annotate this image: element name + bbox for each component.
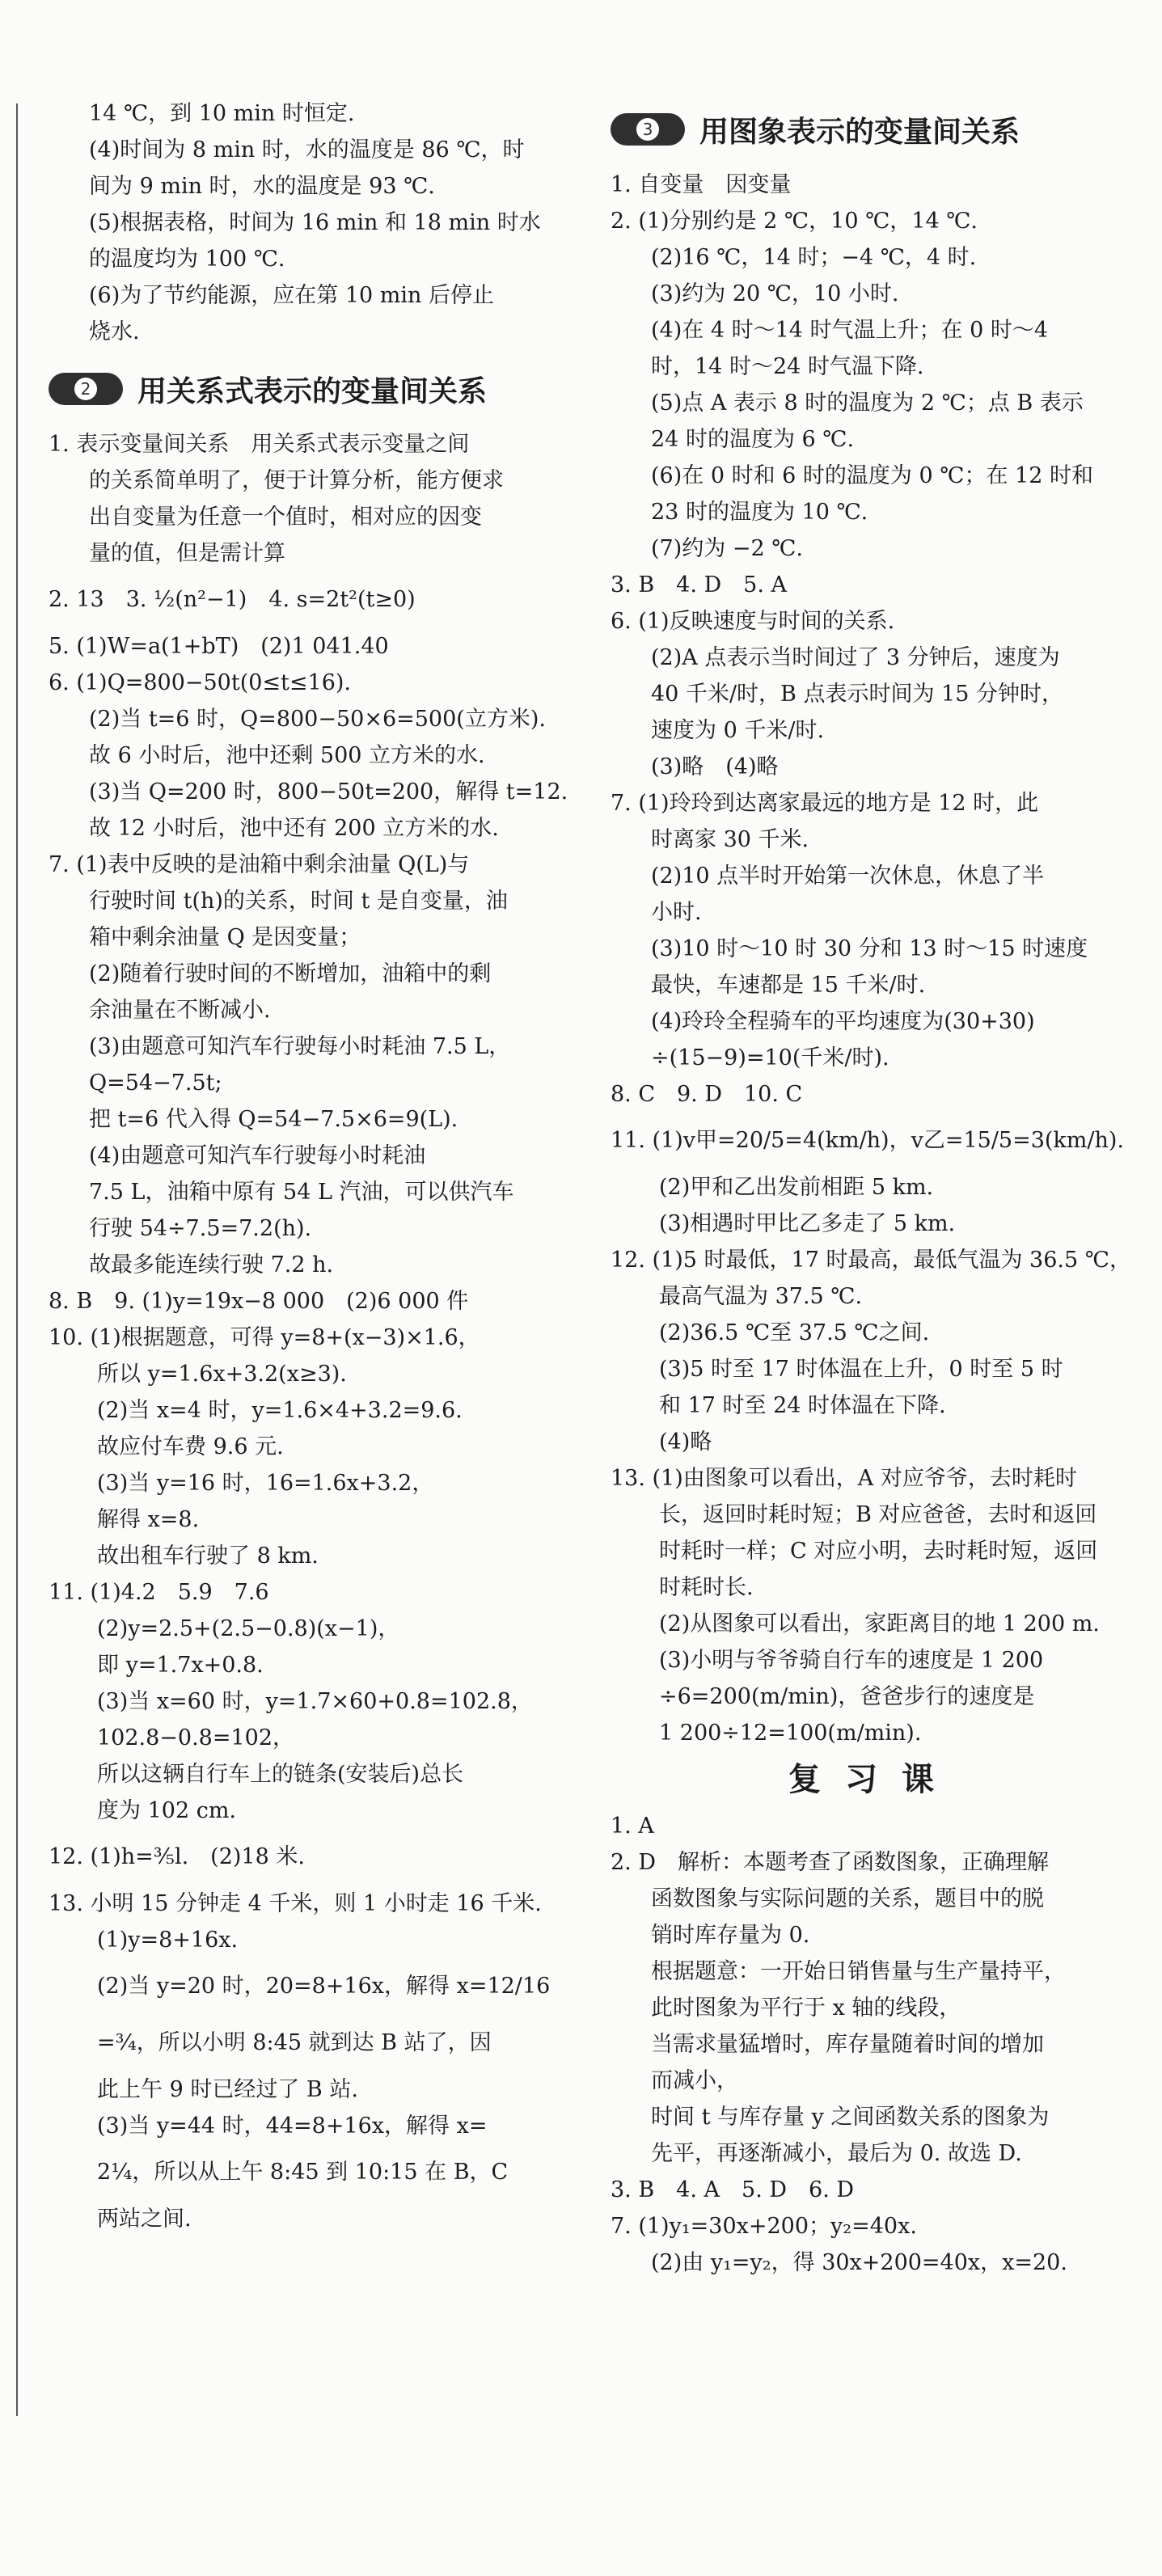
section-badge <box>49 373 123 405</box>
text-line: 销时库存量为 0. <box>651 1923 810 1948</box>
text-line: 根据题意：一开始日销售量与生产量持平， <box>651 1959 1066 1984</box>
text-line: 当需求量猛增时，库存量随着时间的增加 <box>651 2032 1044 2057</box>
text-line: 2. 13 3. ½(n²−1) 4. s=2t²(t≥0) <box>49 587 416 612</box>
text-line: (5)根据表格，时间为 16 min 和 18 min 时水 <box>89 210 541 235</box>
text-line: 3. B 4. A 5. D 6. D <box>611 2177 855 2202</box>
text-line: ÷6=200(m/min)，爸爸步行的速度是 <box>659 1684 1035 1709</box>
text-line: 最快，车速都是 15 千米/时. <box>651 973 926 998</box>
text-line: 3. B 4. D 5. A <box>611 572 788 598</box>
review-title: 复习课 <box>788 1761 958 1798</box>
text-line: (2)A 点表示当时间过了 3 分钟后，速度为 <box>651 645 1060 670</box>
margin-rule <box>16 103 18 2416</box>
text-line: (2)16 ℃，14 时；−4 ℃，4 时. <box>651 245 977 270</box>
text-line: (3)当 y=16 时，16=1.6x+3.2， <box>97 1471 434 1496</box>
text-line: (3)相遇时甲比乙多走了 5 km. <box>659 1211 956 1236</box>
text-line: 故出租车行驶了 8 km. <box>97 1543 319 1569</box>
text-line: 和 17 时至 24 时体温在下降. <box>659 1393 946 1418</box>
text-line: (2)甲和乙出发前相距 5 km. <box>659 1175 934 1200</box>
text-line: (3)由题意可知汽车行驶每小时耗油 7.5 L， <box>89 1034 511 1059</box>
text-line: 此上午 9 时已经过了 B 站. <box>97 2077 358 2102</box>
text-line: 故应付车费 9.6 元. <box>97 1434 284 1459</box>
text-line: 故 12 小时后，池中还有 200 立方米的水. <box>89 816 499 841</box>
text-line: (4)由题意可知汽车行驶每小时耗油 <box>89 1143 426 1168</box>
text-line: (2)当 y=20 时，20=8+16x，解得 x=12/16 <box>97 1974 551 1999</box>
text-line: 最高气温为 37.5 ℃. <box>659 1284 863 1309</box>
text-line: 余油量在不断减小. <box>89 998 271 1023</box>
text-line: (3)小明与爷爷骑自行车的速度是 1 200 <box>659 1648 1044 1673</box>
text-line: 即 y=1.7x+0.8. <box>97 1653 264 1678</box>
text-line: 12. (1)h=⅗l. (2)18 米. <box>49 1844 305 1869</box>
text-line: 8. C 9. D 10. C <box>611 1082 803 1107</box>
text-line: 13. (1)由图象可以看出，A 对应爷爷，去时耗时 <box>611 1466 1077 1491</box>
section-badge <box>611 113 685 146</box>
text-line: 所以 y=1.6x+3.2(x≥3). <box>97 1362 347 1387</box>
section-heading-2 <box>49 355 566 423</box>
text-line: 度为 102 cm. <box>97 1798 237 1823</box>
text-line: 的关系简单明了，便于计算分析，能方便求 <box>89 468 504 493</box>
right-column <box>611 95 1136 2281</box>
text-line: 11. (1)4.2 5.9 7.6 <box>49 1580 269 1605</box>
text-line: 时耗时一样；C 对应小明，去时耗时短，返回 <box>659 1539 1098 1564</box>
text-line: 行驶时间 t(h)的关系，时间 t 是自变量，油 <box>89 889 508 914</box>
text-line: (4)略 <box>659 1429 712 1455</box>
text-line: (7)约为 −2 ℃. <box>651 536 803 561</box>
text-line: 的温度均为 100 ℃. <box>89 247 285 272</box>
text-line: (6)在 0 时和 6 时的温度为 0 ℃；在 12 时和 <box>651 463 1093 488</box>
text-line: 时离家 30 千米. <box>651 827 809 852</box>
text-line: 解得 x=8. <box>97 1507 200 1532</box>
text-line: 40 千米/时，B 点表示时间为 15 分钟时， <box>651 682 1063 707</box>
text-line: 13. 小明 15 分钟走 4 千米，则 1 小时走 16 千米. <box>49 1891 542 1916</box>
text-line: 速度为 0 千米/时. <box>651 718 825 743</box>
text-line: (2)随着行驶时间的不断增加，油箱中的剩 <box>89 961 492 986</box>
text-line: 函数图象与实际问题的关系，题目中的脱 <box>651 1886 1044 1911</box>
text-line: 6. (1)Q=800−50t(0≤t≤16). <box>49 670 351 695</box>
text-line: (3)约为 20 ℃，10 小时. <box>651 281 899 306</box>
text-line: (4)玲玲全程骑车的平均速度为(30+30) <box>651 1009 1035 1034</box>
section-title: 用关系式表示的变量间关系 <box>137 374 488 408</box>
text-line: 行驶 54÷7.5=7.2(h). <box>89 1216 312 1241</box>
section-title: 用图象表示的变量间关系 <box>699 115 1020 149</box>
text-line: 7.5 L，油箱中原有 54 L 汽油，可以供汽车 <box>89 1180 514 1205</box>
text-line: 小时. <box>651 900 702 925</box>
text-line: (3)当 Q=200 时，800−50t=200，解得 t=12. <box>89 779 568 804</box>
text-line: 间为 9 min 时，水的温度是 93 ℃. <box>89 174 435 199</box>
text-line: (1)y=8+16x. <box>97 1928 239 1953</box>
text-line: (6)为了节约能源，应在第 10 min 后停止 <box>89 283 494 308</box>
text-line: 10. (1)根据题意，可得 y=8+(x−3)×1.6， <box>49 1325 480 1350</box>
text-line: (2)从图象可以看出，家距离目的地 1 200 m. <box>659 1611 1100 1636</box>
text-line: (3)当 x=60 时，y=1.7×60+0.8=102.8， <box>97 1689 533 1714</box>
text-line: 24 时的温度为 6 ℃. <box>651 427 855 452</box>
text-line: 出自变量为任意一个值时，相对应的因变 <box>89 505 482 530</box>
text-line: 把 t=6 代入得 Q=54−7.5×6=9(L). <box>89 1107 458 1132</box>
text-line: 两站之间. <box>97 2206 192 2232</box>
text-line: 时耗时长. <box>659 1575 754 1600</box>
text-line: (3)5 时至 17 时体温在上升，0 时至 5 时 <box>659 1357 1063 1382</box>
text-line: 时，14 时～24 时气温下降. <box>651 354 924 379</box>
text-line: (5)点 A 表示 8 时的温度为 2 ℃；点 B 表示 <box>651 391 1084 416</box>
text-line: 2¼，所以从上午 8:45 到 10:15 在 B，C <box>97 2160 509 2185</box>
text-line: Q=54−7.5t; <box>89 1071 222 1096</box>
text-line: (3)10 时～10 时 30 分和 13 时～15 时速度 <box>651 936 1088 961</box>
text-line: (3)略 (4)略 <box>651 754 779 779</box>
text-line: 14 ℃，到 10 min 时恒定. <box>89 101 355 126</box>
section-number: 3 <box>636 118 659 141</box>
text-line: (4)时间为 8 min 时，水的温度是 86 ℃，时 <box>89 137 525 163</box>
text-line: 6. (1)反映速度与时间的关系. <box>611 609 895 634</box>
text-line: 1 200÷12=100(m/min). <box>659 1721 922 1746</box>
text-line: 7. (1)表中反映的是油箱中剩余油量 Q(L)与 <box>49 852 470 877</box>
text-line: 时间 t 与库存量 y 之间函数关系的图象为 <box>651 2105 1050 2130</box>
text-line: 先平，再逐渐减小，最后为 0. 故选 D. <box>651 2141 1022 2166</box>
text-line: 2. (1)分别约是 2 ℃，10 ℃，14 ℃. <box>611 209 978 234</box>
text-line: 1. 自变量 因变量 <box>611 172 792 197</box>
text-line: (4)在 4 时～14 时气温上升；在 0 时～4 <box>651 318 1049 343</box>
text-line: 7. (1)玲玲到达离家最远的地方是 12 时，此 <box>611 791 1039 816</box>
text-line: 箱中剩余油量 Q 是因变量； <box>89 925 361 950</box>
text-line: 23 时的温度为 10 ℃. <box>651 500 868 525</box>
text-line: 8. B 9. (1)y=19x−8 000 (2)6 000 件 <box>49 1289 469 1314</box>
text-line: 5. (1)W=a(1+bT) (2)1 041.40 <box>49 634 389 659</box>
text-line: 1. A <box>611 1814 654 1839</box>
text-line: 长，返回时耗时短；B 对应爸爸，去时和返回 <box>659 1502 1097 1527</box>
text-line: 所以这辆自行车上的链条(安装后)总长 <box>97 1762 464 1787</box>
text-line: (2)当 x=4 时，y=1.6×4+3.2=9.6. <box>97 1398 463 1423</box>
text-line: 故 6 小时后，池中还剩 500 立方米的水. <box>89 743 485 768</box>
text-line: 烧水. <box>89 319 140 344</box>
text-line: (2)10 点半时开始第一次休息，休息了半 <box>651 864 1045 889</box>
text-line: 而减小， <box>651 2068 738 2093</box>
text-line: 2. D 解析：本题考查了函数图象，正确理解 <box>611 1850 1049 1875</box>
text-line: (3)当 y=44 时，44=8+16x，解得 x= <box>97 2114 488 2139</box>
text-line: 7. (1)y₁=30x+200；y₂=40x. <box>611 2214 917 2239</box>
text-line: 102.8−0.8=102， <box>97 1725 295 1750</box>
text-line: (2)当 t=6 时，Q=800−50×6=500(立方米). <box>89 707 546 732</box>
section-number: 2 <box>74 378 97 400</box>
text-line: =¾，所以小明 8:45 就到达 B 站了，因 <box>97 2030 492 2055</box>
text-line: (2)y=2.5+(2.5−0.8)(x−1)， <box>97 1616 400 1641</box>
text-line: 量的值，但是需计算 <box>89 541 285 566</box>
text-line: 11. (1)v甲=20/5=4(km/h)，v乙=15/5=3(km/h). <box>611 1128 1125 1153</box>
text-line: 12. (1)5 时最低，17 时最高，最低气温为 36.5 ℃， <box>611 1248 1131 1273</box>
text-line: (2)36.5 ℃至 37.5 ℃之间. <box>659 1320 930 1345</box>
text-line: 此时图象为平行于 x 轴的线段， <box>651 1995 961 2021</box>
text-line: ÷(15−9)=10(千米/时). <box>651 1045 889 1071</box>
text-line: 故最多能连续行驶 7.2 h. <box>89 1252 334 1277</box>
section-heading-3 <box>611 95 1136 163</box>
left-column <box>49 95 566 2237</box>
text-line: (2)由 y₁=y₂，得 30x+200=40x，x=20. <box>651 2250 1067 2275</box>
text-line: 1. 表示变量间关系 用关系式表示变量之间 <box>49 432 470 457</box>
